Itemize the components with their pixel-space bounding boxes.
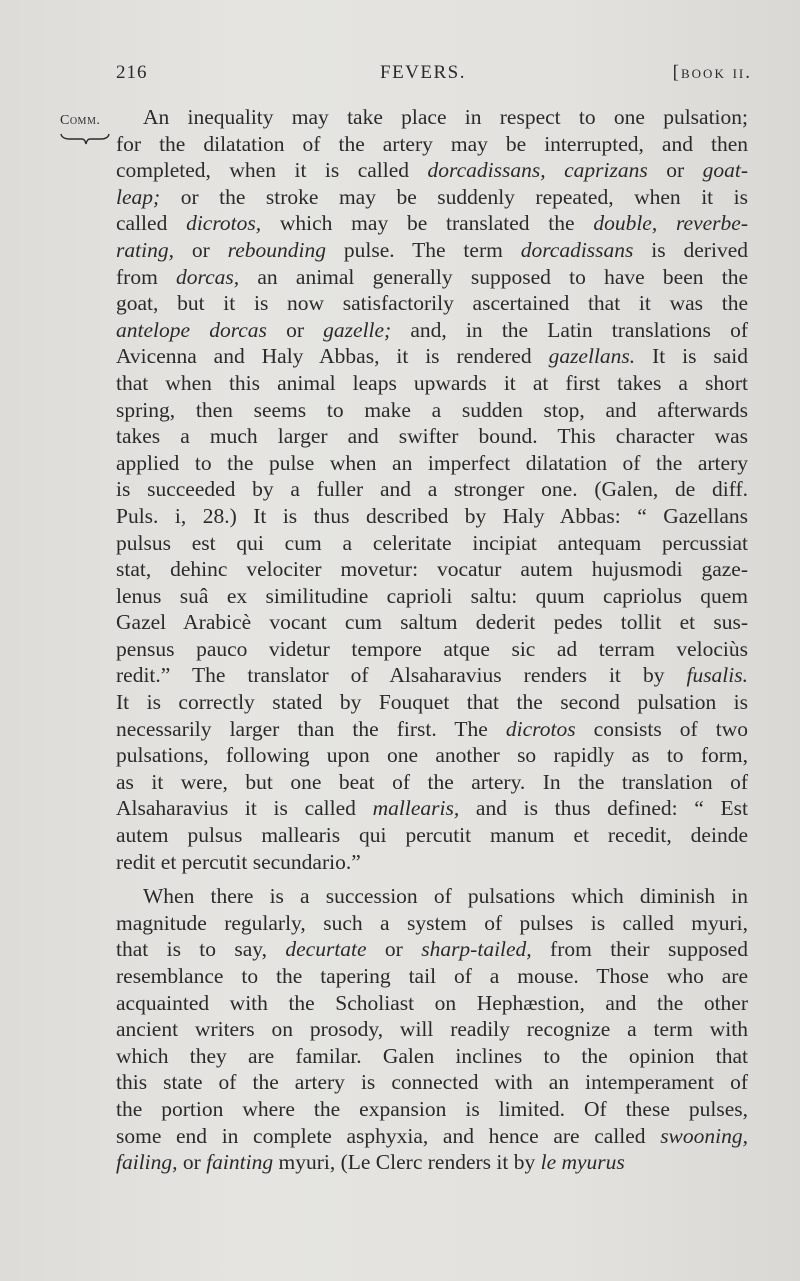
text-line [116,423,748,450]
text-run: le myurus [540,1150,625,1175]
text-line [116,450,748,477]
text-run: rebounding [227,237,326,262]
text-line [116,556,748,583]
text-run: goat- [702,158,748,183]
text-run: dorcas, [176,264,240,289]
body-text [116,104,748,1176]
text-run: redit et percutit secundario.” [116,849,361,874]
text-run: from their supposed [531,937,748,962]
text-line [116,530,748,557]
text-run: an animal generally supposed to have been the [239,264,748,289]
text-run: spring, then seems to make a sudden stop, and afterwards [116,397,748,422]
text-run: rating, [116,237,174,262]
text-run: fainting [206,1150,274,1175]
text-run: from [116,264,177,289]
text-run: necessarily larger than the first. The [116,716,506,741]
text-run: magnitude regularly, such a system of pulses is called myuri, [116,910,748,935]
text-run: It is said [635,344,748,369]
text-line [116,503,748,530]
text-run: mallearis, [372,796,460,821]
text-run: that when this animal leaps upwards it at first takes a short [116,370,748,395]
text-line [116,990,748,1017]
text-run: Avicenna and Haly Abbas, it is rendered [116,344,549,369]
text-run: the portion where the expansion is limited. Of these pulses, [116,1096,748,1121]
text-run: called [116,211,187,236]
text-line [116,1149,748,1176]
text-run: Puls. i, 28.) It is thus described by Haly Abbas: “ Gazellans [116,503,748,528]
text-run: It is correctly stated by Fouquet that the second pulsation is [116,690,748,715]
text-run: takes a much larger and swifter bound. This character was [116,424,748,449]
text-run: swooning, [660,1123,748,1148]
text-line [116,237,748,264]
text-run: or [266,317,324,342]
text-line [116,636,748,663]
text-line [116,1043,748,1070]
text-run: for the dilatation of the artery may be interrupted, and then [116,131,748,156]
book-label: [book ii. [672,62,752,83]
text-run: failing, [116,1150,178,1175]
text-line [116,1016,748,1043]
text-run: resemblance to the tapering tail of a mouse. Those who are [116,964,748,988]
text-line [116,910,748,937]
text-run: completed, when it is called [116,158,428,183]
text-run: double, reverbe- [593,211,748,236]
text-line [116,963,748,990]
text-line [116,184,748,211]
text-run: stat, dehinc velociter movetur: vocatur autem hujusmodi gaze- [116,557,748,582]
text-run: pensus pauco videtur tempore atque sic ad terram velociùs [116,636,748,661]
text-run: An inequality may take place in respect to one pulsation; [143,105,748,129]
text-run: some end in complete asphyxia, and hence are called [116,1123,661,1148]
text-run: that is to say, [116,937,286,962]
text-line [116,716,748,743]
text-run: pulse. The term [325,237,521,262]
text-run: consists of two [575,716,749,741]
text-run: dicrotos, [186,211,262,236]
text-run: Gazel Arabicè vocant cum saltum dederit pedes tollit et sus- [116,610,748,635]
text-line [116,370,748,397]
text-run: is succeeded by a fuller and a stronger one. (Galen, de diff. [116,477,748,502]
text-run: as it were, but one beat of the artery. In the translation of [116,769,748,794]
text-line [116,583,748,610]
text-run: is derived [633,237,748,262]
text-run: pulsus est qui cum a celeritate incipiat antequam percussiat [116,530,748,555]
text-run: or [647,158,703,183]
margin-note-commentary: Comm. [60,113,101,128]
text-run: dicrotos [505,716,576,741]
text-run: or [173,237,228,262]
section-title: FEVERS. [380,62,466,83]
text-run: autem pulsus mallearis qui percutit manum et recedit, deinde [116,823,748,848]
text-line [116,343,748,370]
text-line [116,822,748,849]
text-run: applied to the pulse when an imperfect dilatation of the artery [116,450,748,475]
text-run: acquainted with the Scholiast on Hephæstion, and the other [116,990,748,1015]
text-line [116,157,748,184]
text-line [116,795,748,822]
text-line [116,104,748,131]
text-line [116,397,748,424]
text-run: and is thus defined: “ Est [459,796,749,821]
text-run: fusalis. [686,663,748,688]
text-line [116,849,748,876]
text-run: this state of the artery is connected with an intemperament of [116,1070,748,1095]
text-run: gazellans. [548,344,636,369]
text-run: Alsaharavius it is called [116,796,373,821]
text-run: which may be translated the [261,211,594,236]
text-run: leap; [116,184,161,209]
text-run: redit.” The translator of Alsaharavius renders it by [116,663,687,688]
text-run: or the stroke may be suddenly repeated, when it is [160,184,748,209]
text-run: dorcadissans, caprizans [427,158,648,183]
text-line [116,317,748,344]
text-line [116,290,748,317]
text-run: or [177,1150,207,1175]
text-line [116,131,748,158]
text-run: ancient writers on prosody, will readily recognize a term with [116,1017,748,1042]
text-run: myuri, (Le Clerc renders it by [273,1150,541,1175]
text-line [116,210,748,237]
text-run: and, in the Latin translations of [391,317,748,342]
text-line [116,476,748,503]
text-line [116,1096,748,1123]
text-run: decurtate [285,937,367,962]
text-run: pulsations, following upon one another so rapidly as to form, [116,743,748,768]
text-run: antelope dorcas [116,317,267,342]
margin-brace-icon [60,130,110,146]
text-run: lenus suâ ex similitudine caprioli saltu: quum capriolus quem [116,583,748,608]
text-line [116,264,748,291]
text-run: sharp-tailed, [421,937,532,962]
text-line [116,609,748,636]
text-line [116,1123,748,1150]
text-line [116,769,748,796]
text-run: or [366,937,422,962]
text-run: which they are familar. Galen inclines to the opinion that [116,1043,748,1068]
text-line [116,689,748,716]
text-run: When there is a succession of pulsations which diminish in [143,884,748,909]
text-line [116,742,748,769]
running-head [116,62,752,86]
text-line [116,662,748,689]
text-line [116,1069,748,1096]
text-run: goat, but it is now satisfactorily ascertained that it was the [116,291,748,316]
text-line [116,883,748,910]
page-number: 216 [116,62,148,83]
text-line [116,936,748,963]
text-run: dorcadissans [520,237,634,262]
text-run: gazelle; [323,317,392,342]
